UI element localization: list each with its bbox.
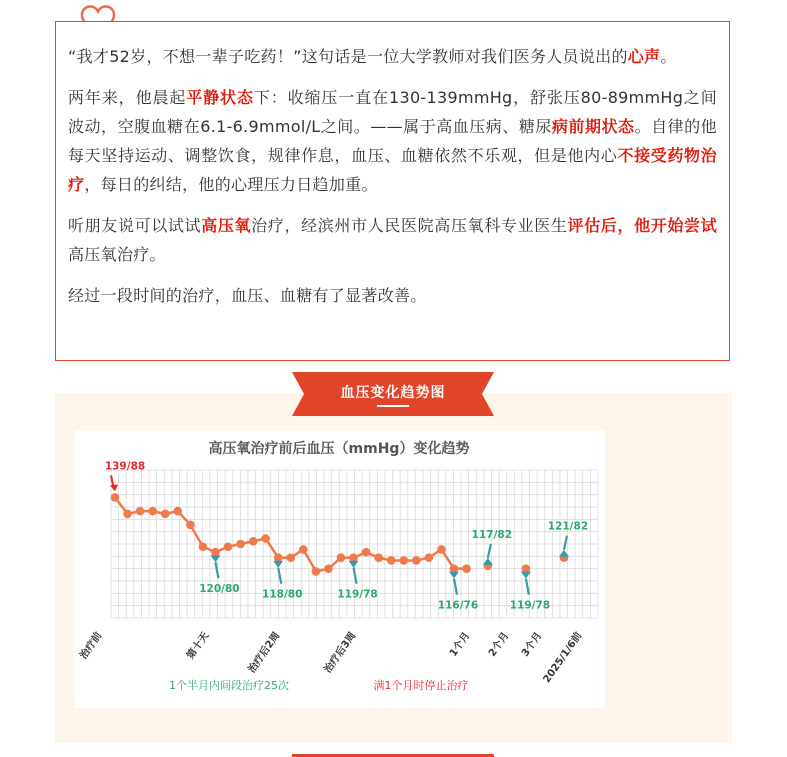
arrow-head	[349, 561, 359, 568]
x-tick-label: 2025/1/6前	[541, 630, 585, 686]
bp-label: 116/76	[437, 599, 479, 612]
x-tick-label: 第十天	[185, 630, 212, 662]
arrow-shaft	[215, 562, 218, 578]
bp-label: 117/82	[471, 528, 513, 541]
bp-label: 118/80	[262, 588, 303, 601]
data-point	[399, 556, 408, 565]
data-point	[199, 542, 208, 551]
arrow-shaft	[488, 544, 491, 558]
data-point	[186, 521, 195, 530]
story-box	[55, 21, 730, 361]
chart-note: 1个半月内间段治疗25次	[169, 679, 289, 692]
arrow-shaft	[564, 536, 567, 550]
x-tick-label: 治疗前	[78, 630, 105, 662]
highlight-text: 高压氧	[201, 216, 252, 235]
section-ribbon	[292, 372, 494, 416]
bp-label: 119/78	[337, 588, 378, 601]
highlight-text: 病前期状态	[551, 117, 635, 136]
chart-note: 满1个月时停止治疗	[373, 679, 469, 692]
data-point	[224, 542, 233, 551]
story-text: 听朋友说可以试试	[68, 216, 202, 235]
x-tick-label: 治疗后2周	[246, 630, 283, 676]
story-text: 治疗，经滨州市人民医院高压氧科专业医生	[251, 216, 568, 235]
chart-bp-labels	[105, 460, 588, 611]
story-paragraph-4: 经过一段时间的治疗，血压、血糖有了显著改善。	[68, 286, 427, 305]
data-point	[462, 564, 471, 573]
data-point	[161, 510, 170, 519]
chart-notes	[169, 678, 469, 692]
bp-label: 139/88	[104, 460, 146, 473]
data-point	[387, 556, 396, 565]
story-text: 下：收缩压一直在130-139mmHg，舒张压80-89mmHg之间波动，空腹血糖在6.1-6.9mmol/L之间。——属于高血压病、糖尿	[68, 88, 718, 136]
story-paragraph-1	[68, 42, 717, 71]
story-text: 高压氧治疗。	[68, 245, 166, 264]
data-point	[111, 493, 120, 502]
story-text: 两年来，他晨起	[68, 88, 187, 107]
arrow-head	[449, 572, 459, 579]
data-point	[299, 545, 308, 554]
data-point	[437, 545, 446, 554]
ribbon-underline	[377, 405, 409, 407]
bp-label: 119/78	[509, 599, 551, 612]
data-point	[425, 553, 434, 562]
chart-card	[74, 430, 605, 708]
highlight-text: 平静状态	[186, 88, 254, 107]
section-title: 血压变化趋势图	[340, 385, 446, 401]
bp-label: 121/82	[547, 520, 589, 533]
arrow-head	[210, 555, 220, 562]
x-tick-label: 1个月	[447, 630, 473, 659]
data-point	[362, 548, 371, 557]
bp-label: 120/80	[199, 583, 240, 596]
arrow-head	[273, 561, 283, 568]
data-point	[324, 564, 333, 573]
data-point	[312, 567, 321, 576]
data-point	[173, 507, 182, 516]
data-point	[123, 510, 132, 519]
chart-title: 高压氧治疗前后血压（mmHg）变化趋势	[208, 441, 470, 457]
highlight-text: 不接受药物治疗	[68, 146, 717, 194]
x-tick-label: 2个月	[486, 630, 512, 659]
data-point	[412, 556, 421, 565]
x-tick-label: 治疗后3周	[322, 630, 359, 676]
data-point	[337, 553, 346, 562]
highlight-text: 心声	[627, 47, 661, 66]
chart-x-labels	[77, 629, 585, 685]
story-text: ，每日的纠结，他的心理压力日趋加重。	[84, 175, 378, 194]
data-point	[286, 553, 295, 562]
story-text: “我才52岁，不想一辈子吃药！”这句话是一位大学教师对我们医务人员说出的	[68, 47, 628, 66]
story-paragraph-3	[68, 211, 717, 269]
data-point	[236, 540, 245, 549]
data-point	[261, 534, 270, 543]
data-point	[374, 553, 383, 562]
data-point	[148, 507, 157, 516]
story-paragraph-2	[68, 83, 717, 199]
x-tick-label: 3个月	[519, 630, 545, 659]
story-text: 。	[660, 47, 677, 66]
data-point	[249, 537, 258, 546]
story-text: 。自律的他每天坚持运动、调整饮食，规律作息，血压、血糖依然不乐观，但是他内心	[68, 117, 717, 165]
data-point	[136, 507, 145, 516]
highlight-text: 评估后，他开始尝试	[567, 216, 717, 235]
bp-trend-chart	[74, 430, 605, 708]
